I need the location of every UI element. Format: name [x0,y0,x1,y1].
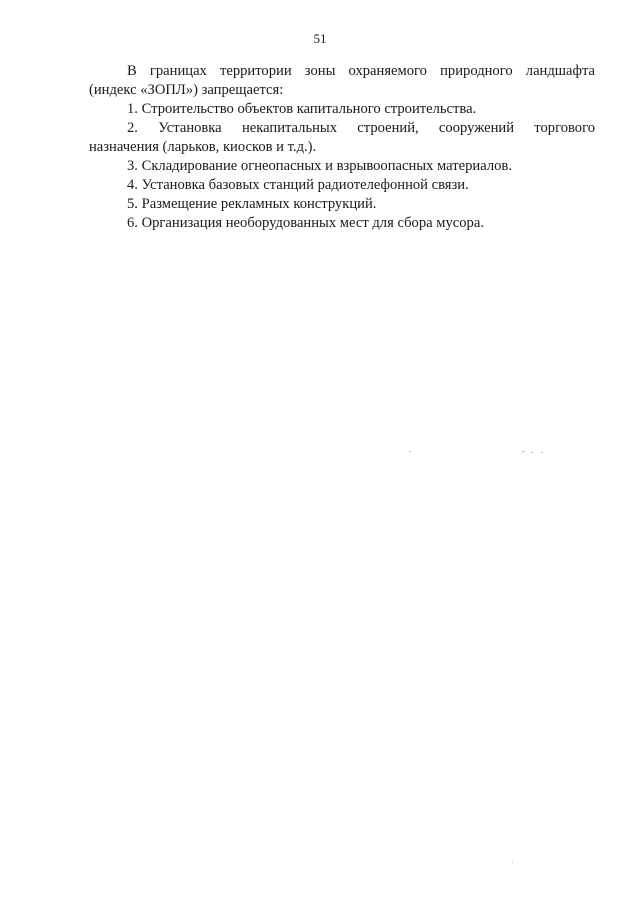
list-item-6: 6. Организация необорудованных мест для сбора мусора. [127,215,484,231]
list-item-2-line2: назначения (ларьков, киосков и т.д.). [89,139,317,155]
list-item-1: 1. Строительство объектов капитального строительства. [127,101,477,117]
page-number: 51 [313,31,327,46]
list-item-3: 3. Складирование огнеопасных и взрывоопасных материалов. [127,158,512,174]
intro-paragraph-line1: В границах территории зоны охраняемого природного ландшафта [127,63,595,79]
scan-speck [522,451,525,452]
document-body [89,62,595,233]
scan-speck [512,862,513,863]
scan-speck [531,452,533,453]
list-item-4: 4. Установка базовых станций радиотелефонной связи. [127,177,469,193]
list-item-2-line1: 2. Установка некапитальных строений, сооружений торгового [127,120,595,136]
intro-paragraph-line2: (индекс «ЗОПЛ») запрещается: [89,82,284,98]
scan-speck [409,451,411,452]
list-item-5: 5. Размещение рекламных конструкций. [127,196,377,212]
scan-speck [541,452,543,453]
